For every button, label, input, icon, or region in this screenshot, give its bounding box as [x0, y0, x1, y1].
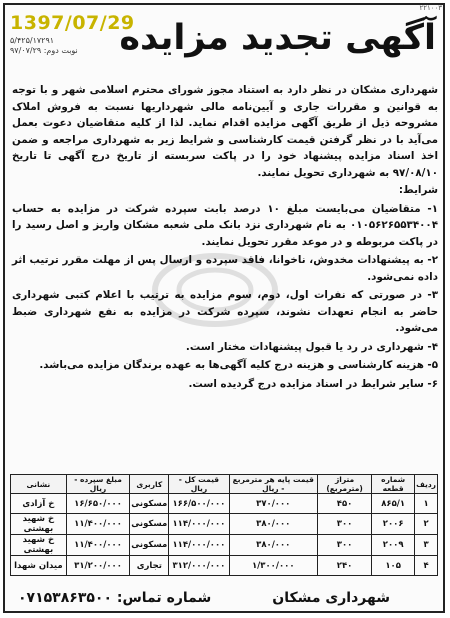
organization-name: شهرداری مشکان — [272, 590, 390, 606]
table-cell: ۱۰۵ — [372, 556, 415, 576]
intro-paragraph: شهرداری مشکان در نظر دارد به استناد مجوز شورای محترم اسلامی شهر و با توجه به قوانین و مقررات جاری و آیین‌نامه مالی شهرداریها نسبت به فروش املاک مشروحه ذیل از طریق آگهی مزایده اقدام نماید. لذا از کلیه متقاضیان دعوت بعمل می‌آید با در نظر گرفتن قیمت کارشناسی و شرایط زیر به شهرداری مراجعه و ضمن اخذ اسناد مزایده پیشنهاد خود را در پاکت سربسته از تاریخ درج آگهی تا تاریخ ۹۷/۰۸/۱۰ به شهرداری تحویل نمایند. — [12, 84, 438, 179]
property-table — [10, 474, 438, 576]
condition-item: ۴- شهرداری در رد یا قبول پیشنهادات مختار است. — [185, 340, 438, 353]
table-cell: ۱ — [415, 494, 438, 514]
col-parcel-number: شماره قطعه — [372, 475, 415, 494]
table-cell: ۱۶/۶۵۰/۰۰۰ — [66, 494, 130, 514]
condition-item: ۱- متقاضیان می‌بایست مبلغ ۱۰ درصد بابت سپرده شرکت در مزایده به حساب ۰۱۰۵۶۲۶۵۵۳۴۰۰۴ به نام شهرداری نزد بانک ملی شعبه مشکان واریز و اصل رسید را در پاکت مربوطه و در موعد مقرر تحویل نمایند. — [12, 202, 438, 248]
table-cell: خ شهید بهشتی — [11, 535, 67, 556]
table-cell: مسکونی — [130, 514, 169, 535]
contact-phone: شماره تماس: ۰۷۱۵۳۸۶۳۵۰۰ — [18, 590, 212, 606]
table-cell: ۱۱۴/۰۰۰/۰۰۰ — [169, 514, 229, 535]
notice-body — [12, 82, 438, 392]
table-cell: ۳۸۰/۰۰۰ — [229, 535, 317, 556]
table-cell: ۲۰۰۶ — [372, 514, 415, 535]
table-cell: ۸۶۵/۱ — [372, 494, 415, 514]
table-cell: ۳۸۰/۰۰۰ — [229, 514, 317, 535]
table-cell: ۲ — [415, 514, 438, 535]
table-cell: خ شهید بهشتی — [11, 514, 67, 535]
table-cell: ۱۱/۴۰۰/۰۰۰ — [66, 514, 130, 535]
table-cell: ۴ — [415, 556, 438, 576]
col-usage: کاربری — [130, 475, 169, 494]
table-row — [11, 494, 438, 514]
col-area: متراژ (مترمربع) — [317, 475, 371, 494]
table-row — [11, 514, 438, 535]
condition-item: ۵- هزینه کارشناسی و هزینه درج کلیه آگهی‌ها به عهده برندگان مزایده می‌باشد. — [39, 359, 438, 371]
table-cell: خ آزادی — [11, 494, 67, 514]
table-row — [11, 535, 438, 556]
publication-round: نوبت دوم: ۹۷/۰۷/۲۹ — [10, 46, 78, 55]
table-cell: ۳۰۰ — [317, 535, 371, 556]
reference-number: ۵/۴۲۵/۱۷۲۹۱ — [10, 36, 55, 45]
table-cell: ۳۱۲/۰۰۰/۰۰۰ — [169, 556, 229, 576]
reference-block — [10, 36, 78, 56]
table-cell: مسکونی — [130, 494, 169, 514]
col-unit-price: قیمت پایه هر مترمربع - ریال — [229, 475, 317, 494]
date-stamp: 1397/07/29 — [10, 12, 135, 34]
table-cell: ۳۱/۲۰۰/۰۰۰ — [66, 556, 130, 576]
col-row-number: ردیف — [415, 475, 438, 494]
table-cell: میدان شهدا — [11, 556, 67, 576]
table-cell: ۳۷۰/۰۰۰ — [229, 494, 317, 514]
table-cell: ۲۴۰ — [317, 556, 371, 576]
table-cell: ۱۱/۴۰۰/۰۰۰ — [66, 535, 130, 556]
table-cell: ۴۵۰ — [317, 494, 371, 514]
condition-item: ۶- سایر شرایط در اسناد مزایده درج گردیده است. — [188, 377, 438, 390]
condition-item: ۳- در صورتی که نفرات اول، دوم، سوم مزایده به ترتیب با اعلام کتبی شهرداری حاضر به انجام تعهدات نشوند، سپرده شرکت در مزایده به نفع شهرداری ضبط می‌شود. — [12, 289, 438, 334]
top-number: ۲۲۱۰۰۳ — [419, 4, 442, 12]
table-cell: ۲۰۰۹ — [372, 535, 415, 556]
table-cell: مسکونی — [130, 535, 169, 556]
table-cell: ۳ — [415, 535, 438, 556]
col-deposit: مبلغ سپرده - ریال — [66, 475, 130, 494]
col-address: نشانی — [11, 475, 67, 494]
table-header-row — [11, 475, 438, 494]
notice-footer — [12, 564, 438, 604]
conditions-title: شرایط: — [398, 184, 438, 196]
table-cell: ۱/۳۰۰/۰۰۰ — [229, 556, 317, 576]
condition-item: ۲- به پیشنهادات مخدوش، ناخوانا، فاقد سپرده و ارسال پس از مهلت مقرر ترتیب اثر داده نمی‌شود. — [12, 254, 438, 283]
table-cell: تجاری — [130, 556, 169, 576]
col-total-price: قیمت کل - ریال — [169, 475, 229, 494]
table-cell: ۱۶۶/۵۰۰/۰۰۰ — [169, 494, 229, 514]
table-cell: ۳۰۰ — [317, 514, 371, 535]
table-cell: ۱۱۴/۰۰۰/۰۰۰ — [169, 535, 229, 556]
notice-title: آگهی تجدید مزایده — [119, 18, 436, 58]
